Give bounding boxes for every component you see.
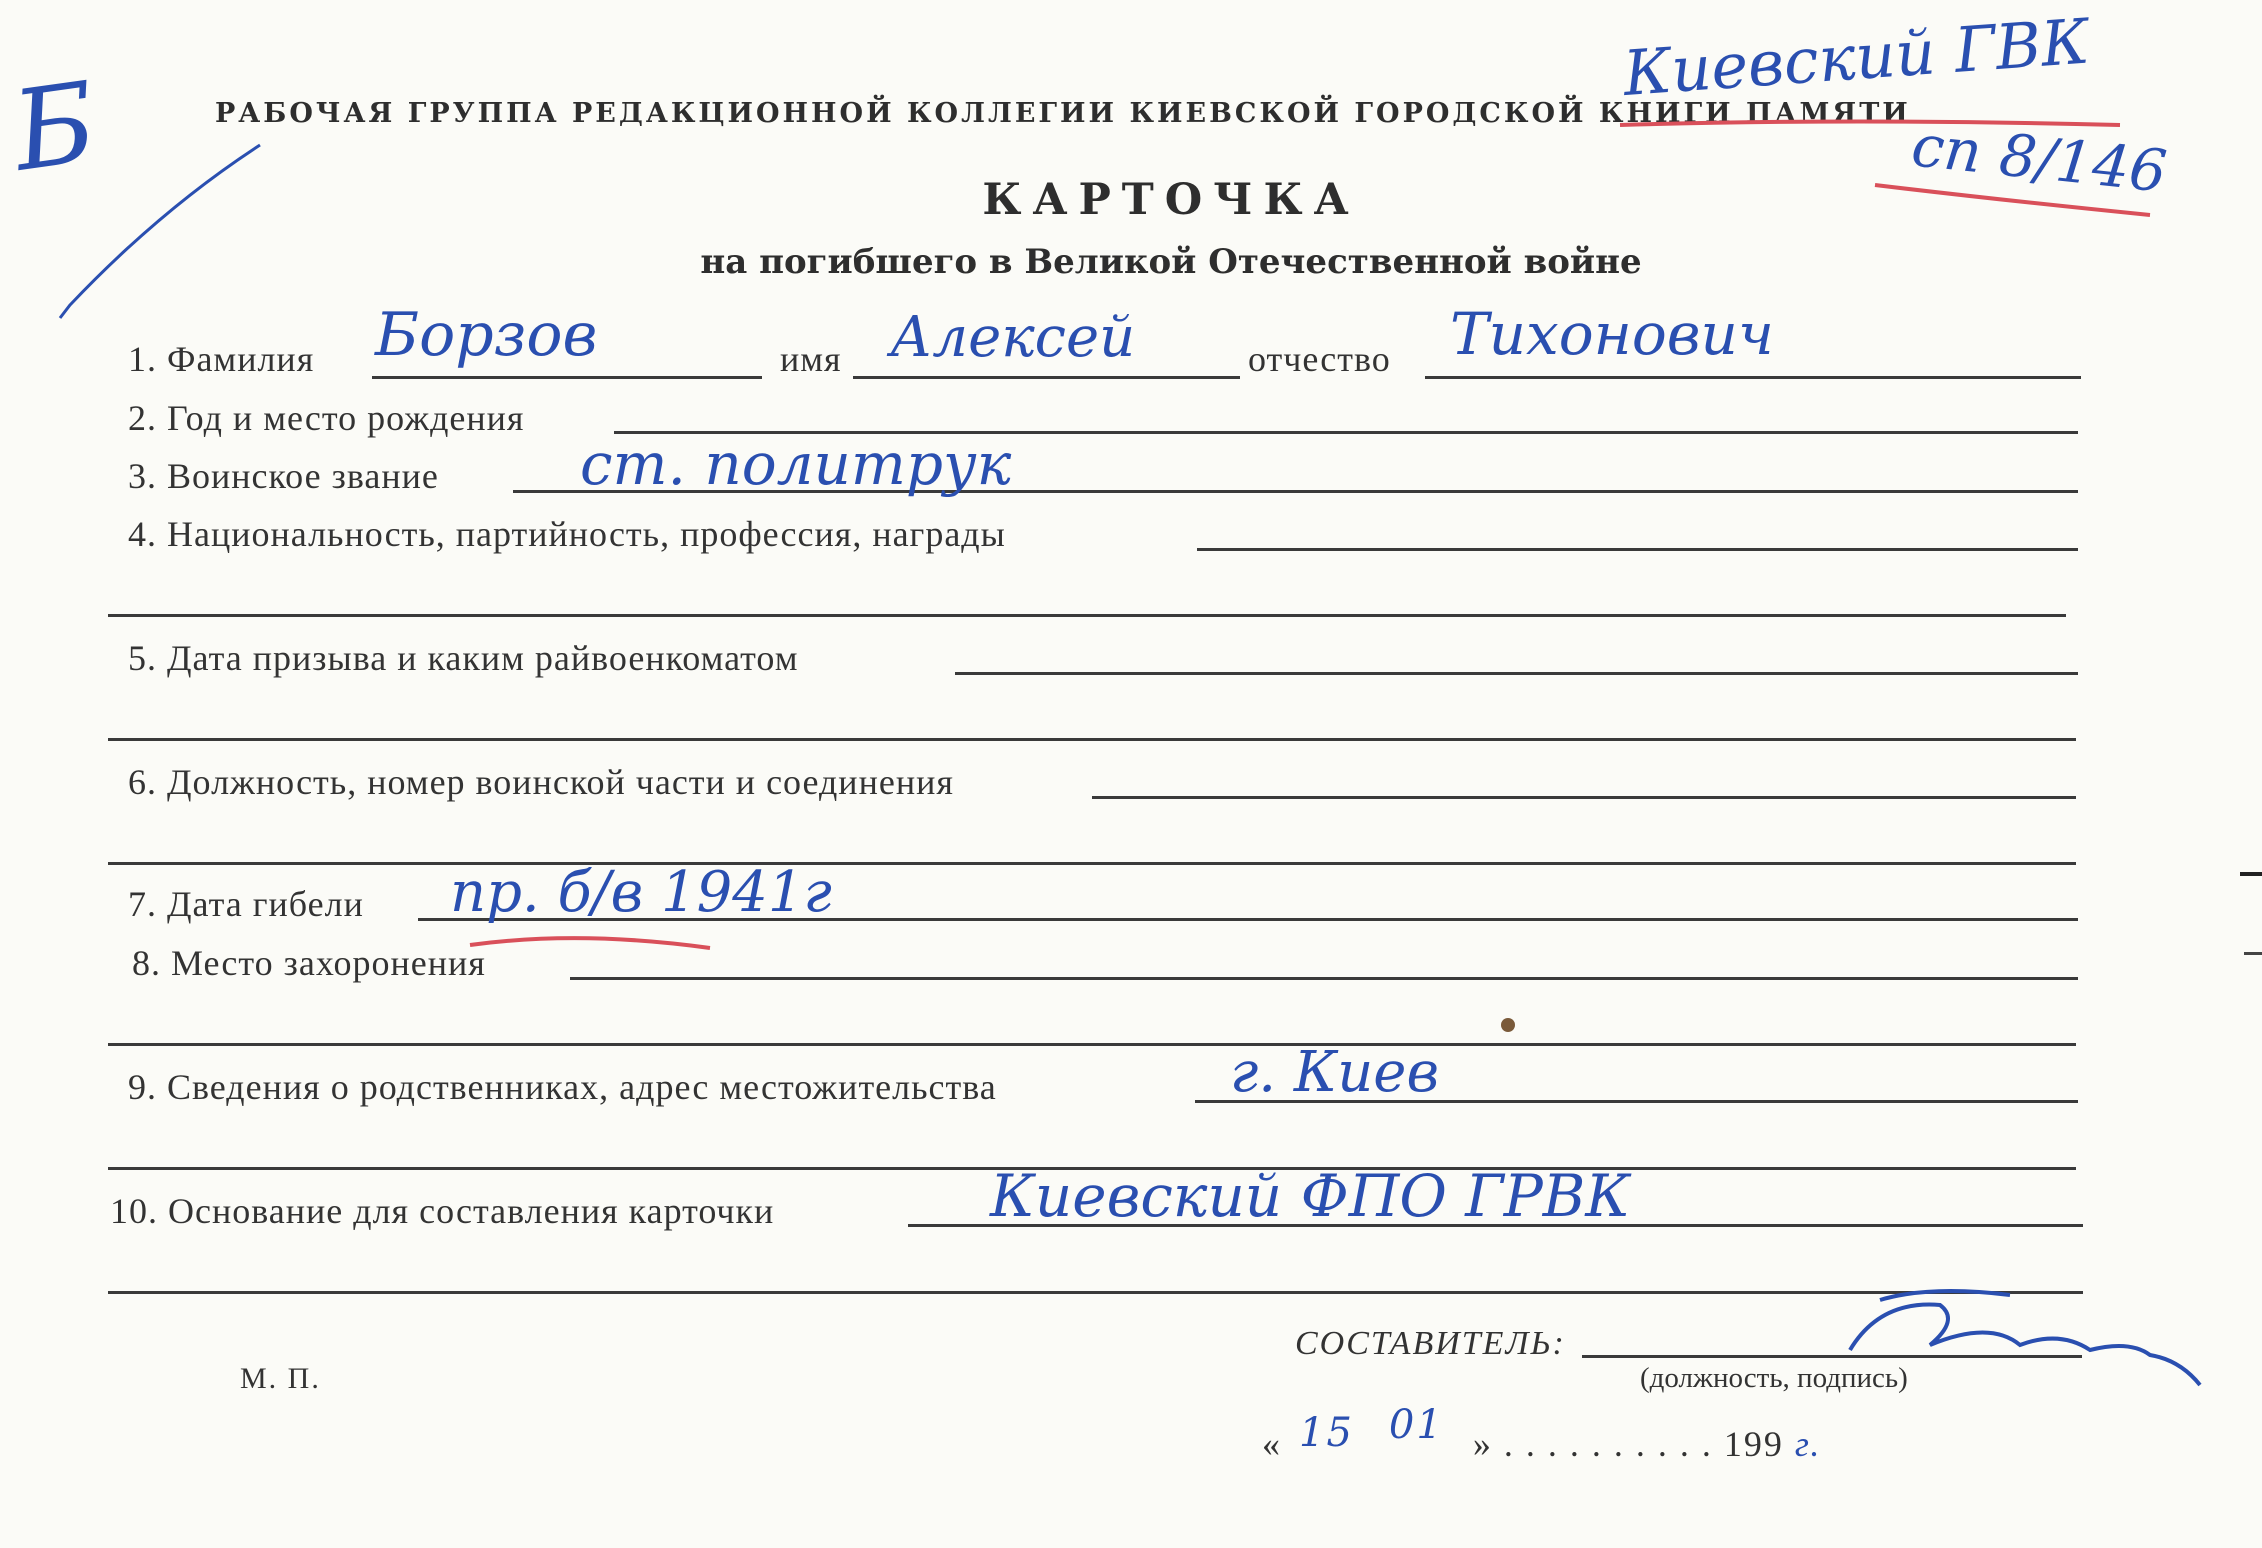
position-line-2 [108, 862, 2076, 865]
surname-value: Борзов [375, 300, 598, 370]
patronymic-value: Тихонович [1450, 300, 1774, 368]
rank-value: ст. политрук [580, 430, 1012, 498]
field-label-first-name: имя [780, 339, 842, 379]
ink-blot [1501, 1018, 1515, 1032]
field-label-rank: 3. Воинское звание [128, 456, 439, 496]
burial-line [570, 977, 2078, 980]
basis-value: Киевский ФПО ГРВК [990, 1162, 1631, 1230]
field-label-nationality: 4. Национальность, партийность, профессия, награды [128, 514, 1006, 554]
first-name-value: Алексей [890, 305, 1136, 370]
position-line [1092, 796, 2076, 799]
first-name-line [853, 376, 1240, 379]
date-line [1262, 1402, 1822, 1466]
field-label-basis: 10. Основание для составления карточки [110, 1191, 775, 1231]
field-label-burial: 8. Место захоронения [132, 943, 486, 983]
composer-label: СОСТАВИТЕЛЬ: [1295, 1325, 1566, 1362]
field-label-patronymic: отчество [1248, 339, 1391, 379]
burial-line-2 [108, 1043, 2076, 1046]
surname-line [372, 376, 762, 379]
date-day: 15 [1299, 1410, 1354, 1456]
basis-line-2 [108, 1291, 2083, 1294]
field-label-position: 6. Должность, номер воинской части и соединения [128, 762, 954, 802]
stamp-place-label: М. П. [240, 1362, 321, 1395]
field-label-birth: 2. Год и место рождения [128, 398, 525, 438]
patronymic-line [1425, 376, 2081, 379]
date-month: 01 [1388, 1402, 1444, 1448]
date-open: « [1262, 1424, 1282, 1464]
card-subtitle: на погибшего в Великой Отечественной войне [700, 242, 1642, 282]
annotation-top-right-2: сп 8/146 [1908, 111, 2170, 206]
field-label-death-date: 7. Дата гибели [128, 884, 364, 924]
nationality-line-2 [108, 614, 2066, 617]
conscription-line [955, 672, 2078, 675]
date-tail: » . . . . . . . . . . 199 [1472, 1424, 1784, 1464]
field-label-surname: 1. Фамилия [128, 339, 315, 379]
edge-mark-2 [2244, 952, 2262, 955]
red-underline-3 [470, 938, 710, 948]
composer-caption: (должность, подпись) [1640, 1362, 1908, 1394]
edge-mark [2240, 872, 2262, 876]
card-title: КАРТОЧКА [982, 175, 1360, 225]
conscription-line-2 [108, 738, 2076, 741]
annotation-top-right-1: Киевский ГВК [1620, 4, 2092, 110]
field-label-relatives: 9. Сведения о родственниках, адрес местожительства [128, 1067, 997, 1107]
left-stroke [60, 145, 260, 318]
composer-line [1582, 1355, 2082, 1358]
relatives-value: г. Киев [1230, 1040, 1440, 1105]
death-date-value: пр. б/в 1941г [450, 860, 832, 925]
date-year-handwritten: г. [1794, 1424, 1822, 1464]
nationality-line [1197, 548, 2078, 551]
organization-header: РАБОЧАЯ ГРУППА РЕДАКЦИОННОЙ КОЛЛЕГИИ КИЕВСКОЙ ГОРОДСКОЙ КНИГИ ПАМЯТИ [215, 98, 1911, 129]
field-label-conscription: 5. Дата призыва и каким райвоенкоматом [128, 638, 799, 678]
annotation-left-mark: Б [5, 57, 104, 196]
